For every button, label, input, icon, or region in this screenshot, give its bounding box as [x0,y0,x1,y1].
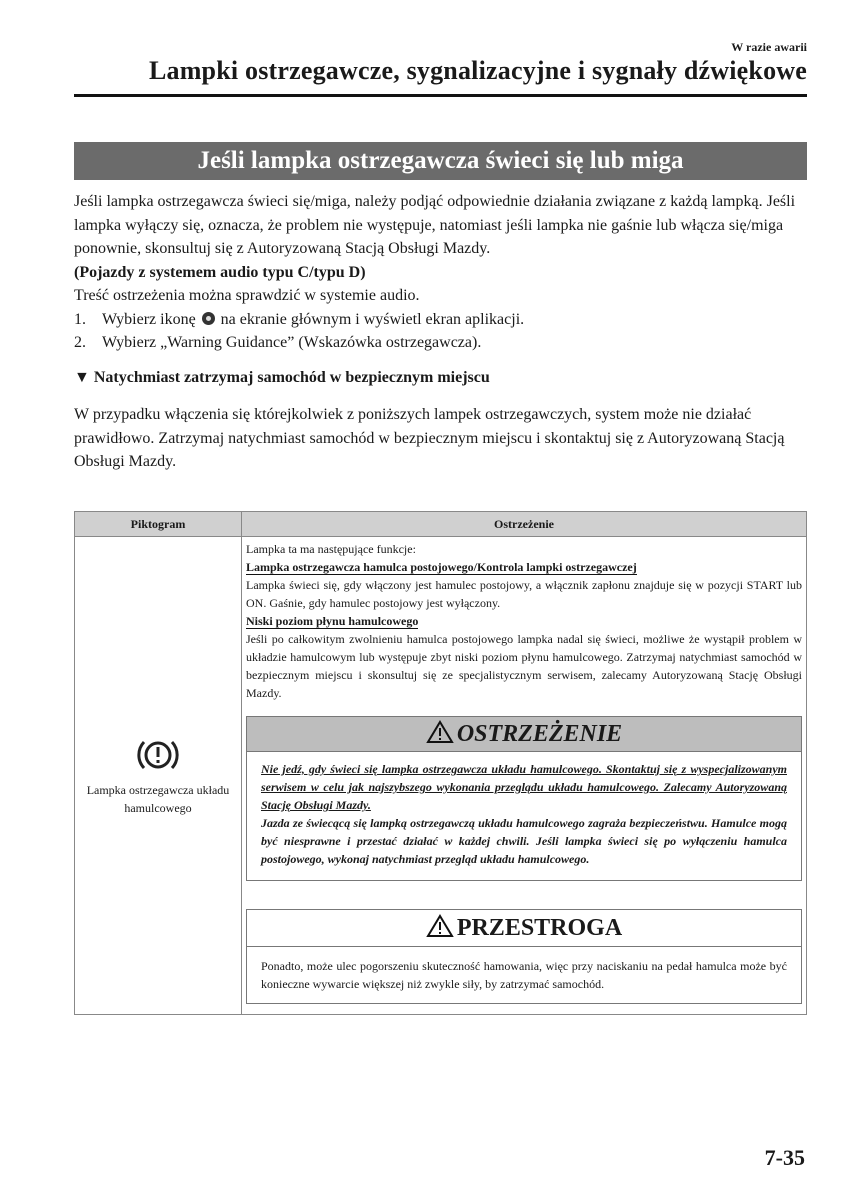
list-item [74,331,809,355]
section-label: W razie awarii [731,40,807,54]
header-pictogram: Piktogram [75,512,242,537]
caution-box [246,909,802,1004]
step-number: 1. [74,310,86,328]
step-text: Wybierz „Warning Guidance” (Wskazówka ostrzegawcza). [102,334,482,351]
caution-text: Ponadto, może ulec pogorszeniu skuteczność hamowania, więc przy naciskaniu na pedał hamulca może być konieczne wywarcie większej niż zwykle siły, by zatrzymać samochód. [261,959,787,991]
pictogram-cell [75,537,242,1015]
warning-box [246,716,802,881]
list-item [74,308,809,332]
table-row [75,537,807,1015]
subheading: ▼ Natychmiast zatrzymaj samochód w bezpiecznym miejscu [74,368,490,386]
function-title: Lampka ostrzegawcza hamulca postojowego/Kontrola lampki ostrzegawczej [246,560,637,574]
warning-triangle-icon [426,720,454,744]
brake-warning-icon [135,735,181,775]
section-banner: Jeśli lampka ostrzegawcza świeci się lub miga [74,142,807,180]
warning-header [247,717,801,752]
step-text-after: na ekranie głównym i wyświetl ekran aplikacji. [220,310,525,328]
body-text [74,190,809,474]
warning-cell [242,537,807,1015]
audio-text: Treść ostrzeżenia można sprawdzić w systemie audio. [74,287,420,304]
applications-icon [202,312,215,325]
functions-intro: Lampka ta ma następujące funkcje: [246,542,416,556]
title-rule [74,94,807,97]
caution-title: PRZESTROGA [456,915,623,941]
warning-table [74,511,807,1015]
pictogram-label: Lampka ostrzegawcza układu hamulcowego [86,782,230,815]
page-number: 7-35 [764,1145,805,1170]
warning-title: OSTRZEŻENIE [456,721,623,747]
caution-triangle-icon [426,914,454,938]
function-text: Lampka świeci się, gdy włączony jest hamulec postojowy, a włącznik zapłonu znajduje się w pozycji START lub ON. Gaśnie, gdy hamulec postojowy jest wyłączony. [246,578,802,610]
header-warning: Ostrzeżenie [242,512,807,537]
intro-paragraph: Jeśli lampka ostrzegawcza świeci się/miga, należy podjąć odpowiednie działania związane z każdą lampką. Jeśli lampka wyłączy się, oznacza, że problem nie występuje, natomiast jeśli lampka nie gaśnie lub włącza się/miga ponownie, skonsultuj się z Autoryzowaną Stacją Obsługi Mazdy. [74,193,796,257]
step-text-before: Wybierz ikonę [102,310,196,328]
page-title: Lampki ostrzegawcze, sygnalizacyjne i sygnały dźwiękowe [148,56,807,85]
audio-heading: (Pojazdy z systemem audio typu C/typu D) [74,263,366,281]
warning-underlined-text: Nie jedź, gdy świeci się lampka ostrzegawcza układu hamulcowego. Skontaktuj się z wyspecjalizowanym serwisem w celu jak najszybszego wykonania przeglądu układu hamulcowego. Zalecamy Autoryzowaną Stację Obsługi Mazdy. [261,762,787,812]
function-title: Niski poziom płynu hamulcowego [246,614,419,628]
caution-header [247,910,801,947]
table-header-row [75,512,807,537]
stop-paragraph: W przypadku włączenia się którejkolwiek z poniższych lampek ostrzegawczych, system może nie działać prawidłowo. Zatrzymaj natychmiast samochód w bezpiecznym miejscu i skontaktuj się z Autoryzowaną Stacją Obsługi Mazdy. [74,406,785,470]
step-number: 2. [74,334,86,351]
warning-text: Jazda ze świecącą się lampką ostrzegawczą układu hamulcowego zagraża bezpieczeństwu. Hamulce mogą być niesprawne i przestać działać w każdej chwili. Jeśli lampka świeci się po wyłączeniu hamulca postojowego, wykonaj natychmiast przegląd układu hamulcowego. [261,816,787,866]
step-text [102,308,524,332]
function-text: Jeśli po całkowitym zwolnieniu hamulca postojowego lampka nadal się świeci, możliwe że wystąpił problem w układzie hamulcowym lub występuje zbyt niski poziom płynu hamulcowego. Zatrzymaj natychmiast samochód w bezpiecznym miejscu i skonsultuj się ze specjalistycznym serwisem, zalecamy Autoryzowaną Stację Obsługi Mazdy. [246,632,802,700]
warning-body [247,752,801,880]
